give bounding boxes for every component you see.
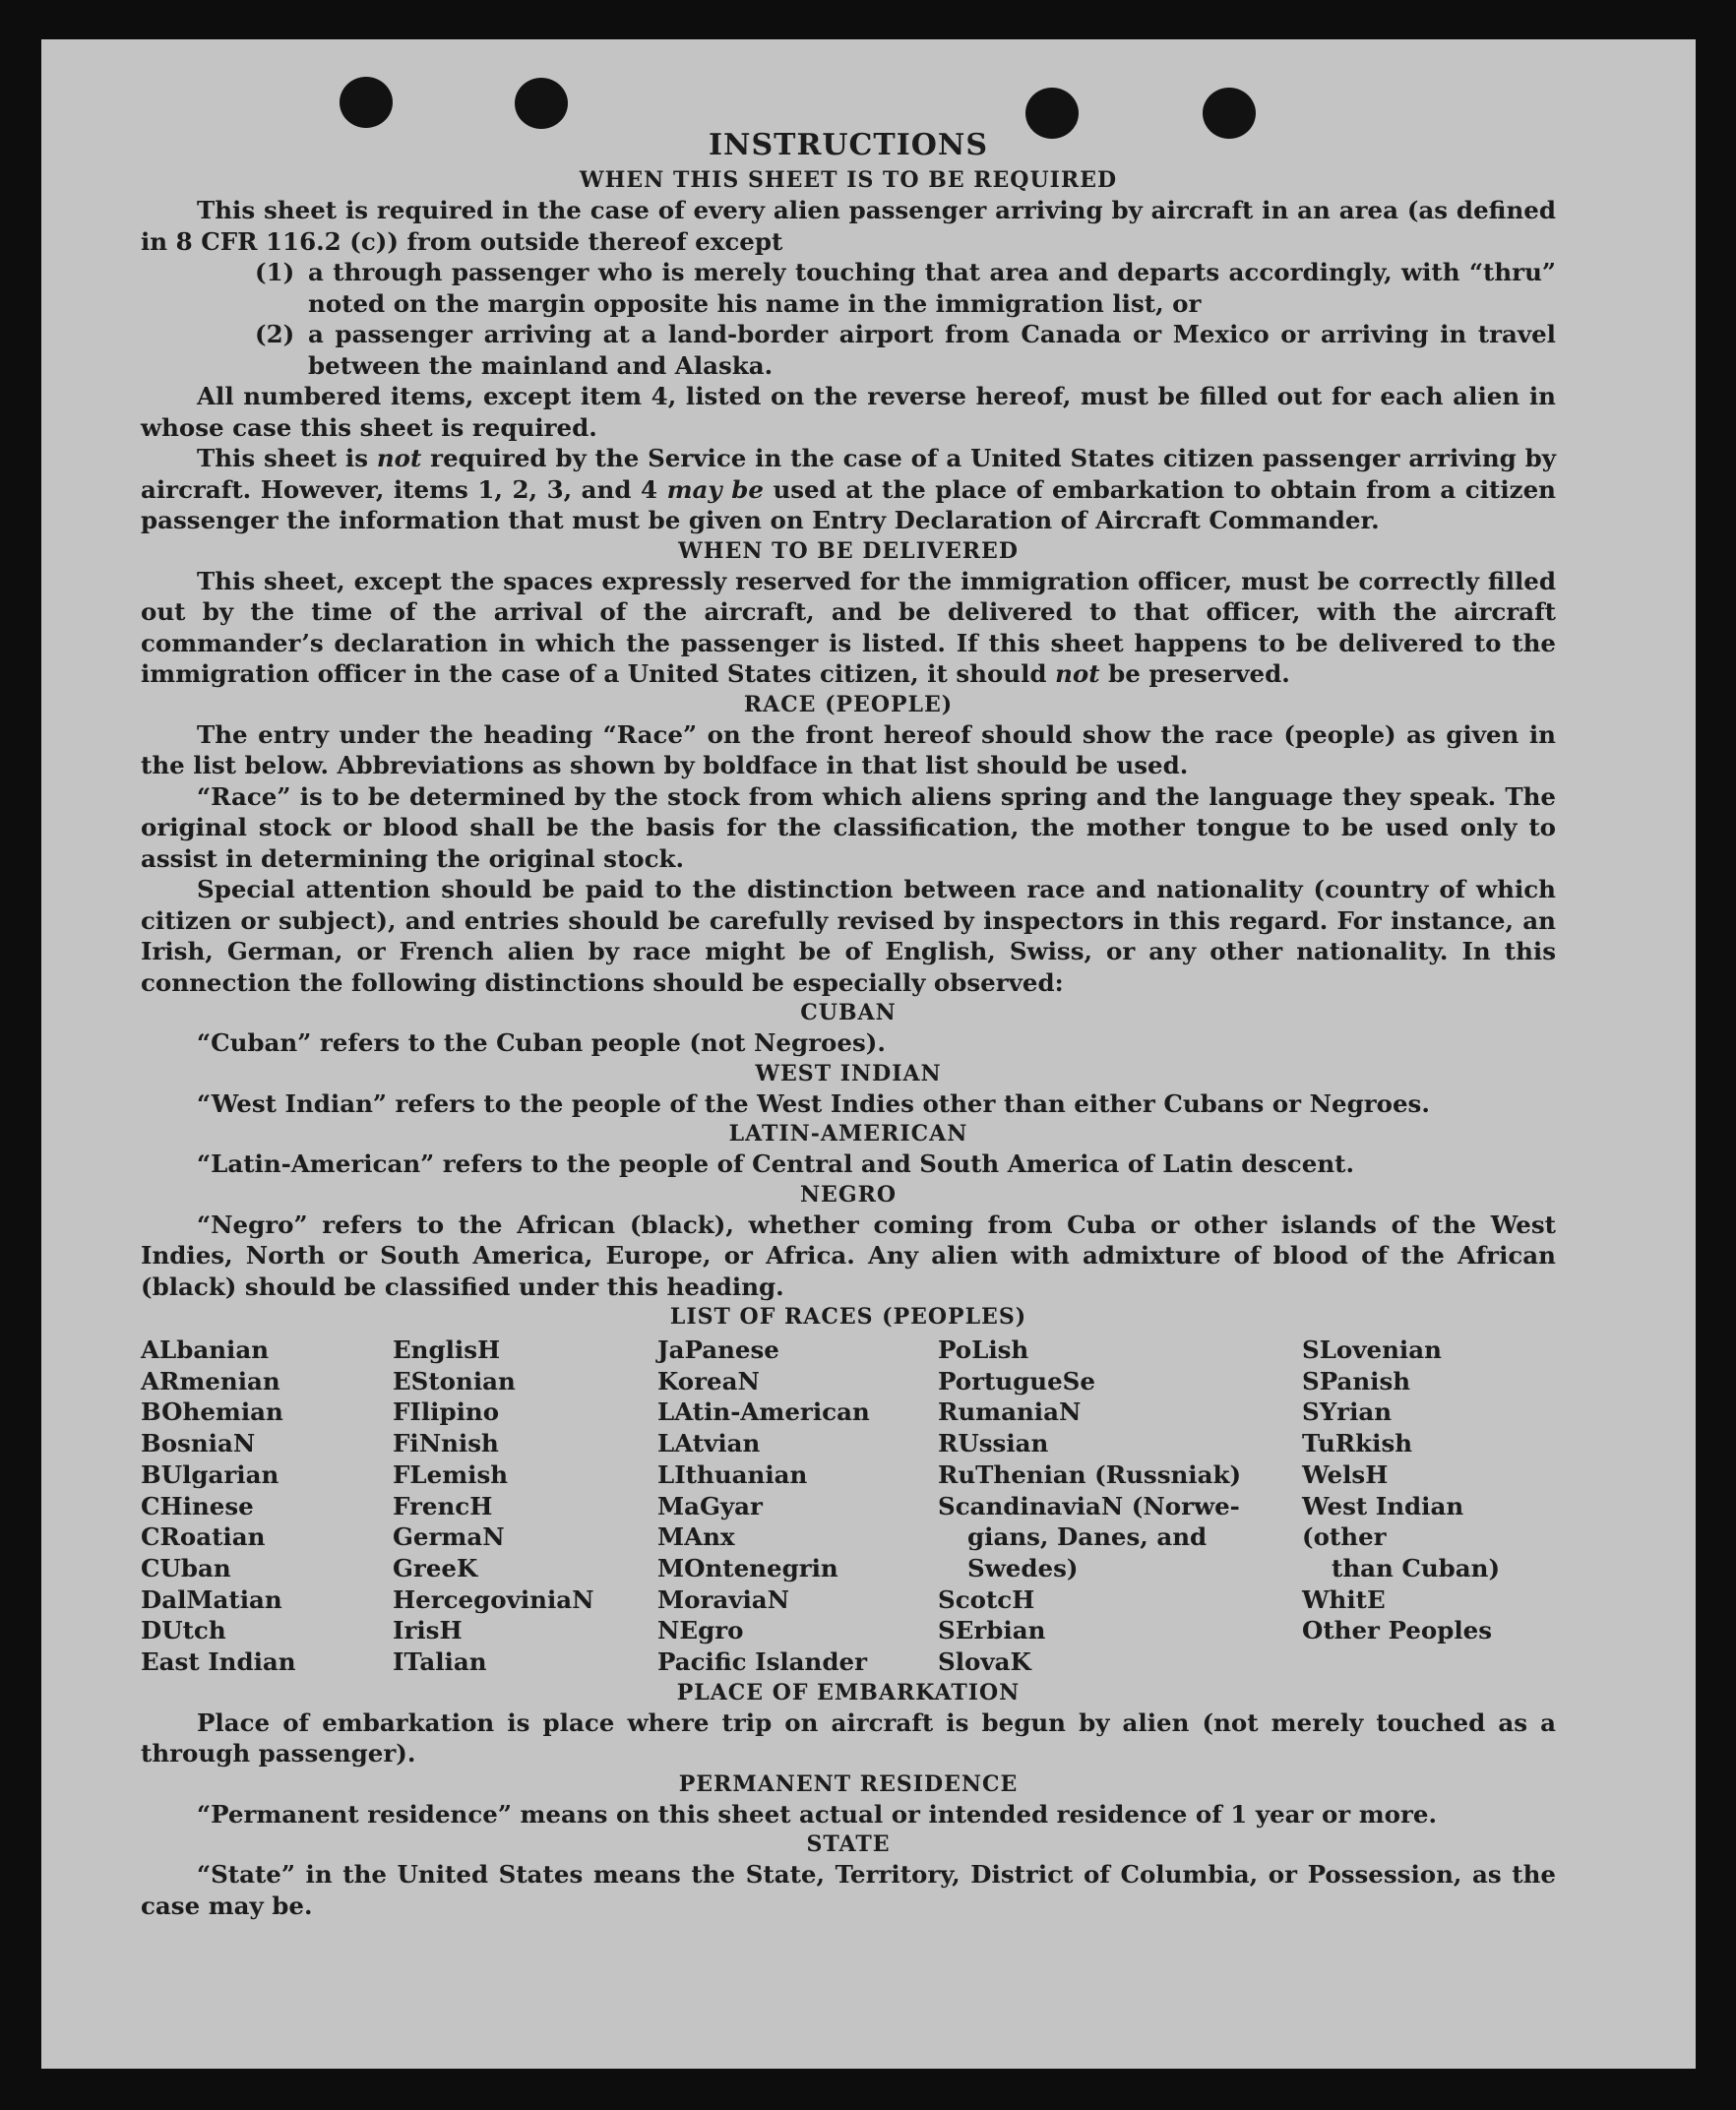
race-item: RumaniaN	[938, 1397, 1082, 1427]
race-item: LIthuanian	[657, 1459, 808, 1489]
race-item: WhitE	[1302, 1584, 1386, 1614]
item-number: (1)	[255, 258, 295, 286]
race-item: East Indian	[141, 1647, 296, 1677]
race-item: EStonian	[393, 1366, 516, 1396]
race-item: SlovaK	[938, 1647, 1031, 1677]
race-item: DalMatian	[141, 1584, 282, 1614]
section-heading: LATIN-AMERICAN	[728, 1121, 968, 1147]
race-item: ARmenian	[141, 1366, 280, 1396]
race-item: gians, Danes, and	[967, 1522, 1208, 1552]
race-item: JaPanese	[657, 1335, 779, 1364]
race-list	[141, 1334, 1556, 1678]
race-item: than Cuban)	[1332, 1553, 1501, 1582]
paragraph: “Cuban” refers to the Cuban people (not Negroes).	[197, 1028, 886, 1057]
item-text: a through passenger who is merely touching that area and departs accordingly, with “thru” noted on the margin opposite his name in the immigration list, or	[308, 258, 1556, 318]
race-item: FrencH	[393, 1491, 493, 1520]
race-item: ITalian	[393, 1647, 487, 1677]
race-item: ScotcH	[938, 1584, 1035, 1614]
race-column	[1302, 1334, 1556, 1678]
race-item: Pacific Islander	[657, 1647, 867, 1677]
section-heading: NEGRO	[799, 1181, 898, 1208]
section-heading: STATE	[806, 1831, 891, 1858]
race-item: MaGyar	[657, 1491, 763, 1520]
page-title: INSTRUCTIONS	[709, 128, 988, 162]
race-item: TuRkish	[1302, 1429, 1413, 1458]
race-column	[393, 1334, 657, 1678]
race-item: HercegoviniaN	[393, 1584, 594, 1614]
race-item: DUtch	[141, 1616, 226, 1645]
race-item: FIlipino	[393, 1397, 500, 1427]
race-item: ScandinaviaN (Norwe-	[938, 1491, 1240, 1520]
race-item: MOntenegrin	[657, 1553, 838, 1582]
race-item: Swedes)	[967, 1553, 1079, 1582]
race-item: PoLish	[938, 1335, 1029, 1364]
paragraph: The entry under the heading “Race” on the front hereof should show the race (people) as given in the list below. Abbreviations as shown by boldface in that list should be used.	[141, 719, 1556, 779]
item-number: (2)	[255, 320, 295, 348]
race-item: BosniaN	[141, 1429, 256, 1458]
race-item: MoraviaN	[657, 1584, 790, 1614]
race-item: LAtvian	[657, 1429, 761, 1458]
paragraph: This sheet is required in the case of every alien passenger arriving by aircraft in an area (as defined in 8 CFR 116.2 (c)) from outside thereof except	[141, 196, 1556, 256]
race-item: MAnx	[657, 1522, 735, 1552]
paragraph: “State” in the United States means the State, Territory, District of Columbia, or Possession, as the case may be.	[141, 1860, 1556, 1920]
section-heading: PERMANENT RESIDENCE	[678, 1770, 1019, 1797]
race-item: LAtin-American	[657, 1397, 870, 1427]
paragraph: “Latin-American” refers to the people of Central and South America of Latin descent.	[197, 1149, 1354, 1178]
section-heading: LIST OF RACES (PEOPLES)	[669, 1304, 1027, 1330]
instructions-content	[141, 126, 1556, 1921]
race-item: KoreaN	[657, 1366, 760, 1396]
race-item: CHinese	[141, 1491, 254, 1520]
race-item: FiNnish	[393, 1429, 499, 1458]
document-page	[41, 39, 1696, 2069]
race-item: EnglisH	[393, 1335, 501, 1364]
paragraph: “Race” is to be determined by the stock from which aliens spring and the language they speak. The original stock or blood shall be the basis for the classification, the mother tongue to be used only to assist in determining the original stock.	[141, 781, 1556, 873]
section-heading: WHEN TO BE DELIVERED	[678, 537, 1019, 564]
paragraph: “Permanent residence” means on this sheet actual or intended residence of 1 year or more.	[197, 1799, 1438, 1829]
race-item: SPanish	[1302, 1366, 1411, 1396]
race-item: WelsH	[1302, 1459, 1389, 1489]
paragraph: Place of embarkation is place where trip on aircraft is begun by alien (not merely touched as a through passenger).	[141, 1707, 1556, 1769]
race-item: ALbanian	[141, 1335, 270, 1364]
punch-hole	[515, 78, 568, 129]
section-heading: WEST INDIAN	[755, 1060, 942, 1086]
race-item: FLemish	[393, 1459, 509, 1489]
race-item: NEgro	[657, 1616, 744, 1645]
list-item	[255, 319, 1556, 381]
race-item: RuThenian (Russniak)	[938, 1459, 1242, 1489]
paragraph: “West Indian” refers to the people of the West Indies other than either Cubans or Negroes.	[197, 1088, 1430, 1118]
paragraph: Special attention should be paid to the distinction between race and nationality (country of which citizen or subject), and entries should be carefully revised by inspectors in this regard. For instance, an Irish, German, or French alien by race might be of English, Swiss, or any other nationality. In this connection the following distinctions should be especially observed:	[141, 875, 1556, 997]
race-item: GreeK	[393, 1553, 478, 1582]
section-heading: CUBAN	[800, 1000, 897, 1025]
paragraph: This sheet is not required by the Service in the case of a United States citizen passenger arriving by aircraft. However, items 1, 2, 3, and 4 may be used at the place of embarkation to obtain from a citizen passenger the information that must be given on Entry Declaration of Aircraft Commander.	[141, 444, 1556, 534]
race-item: GermaN	[393, 1522, 505, 1552]
paragraph: “Negro” refers to the African (black), whether coming from Cuba or other islands of the West Indies, North or South America, Europe, or Africa. Any alien with admixture of blood of the African (black) should be classified under this heading.	[141, 1210, 1556, 1301]
paragraph: This sheet, except the spaces expressly reserved for the immigration officer, must be correctly filled out by the time of the arrival of the aircraft, and be delivered to that officer, with the aircraft commander’s declaration in which the passenger is listed. If this sheet happens to be delivered to the immigration officer in the case of a United States citizen, it should not be preserved.	[141, 566, 1556, 688]
race-item: SYrian	[1302, 1397, 1393, 1427]
list-item	[255, 257, 1556, 319]
race-item: BOhemian	[141, 1397, 283, 1427]
race-item: BUlgarian	[141, 1459, 279, 1489]
race-item: RUssian	[938, 1429, 1049, 1458]
item-text: a passenger arriving at a land-border airport from Canada or Mexico or arriving in travel between the mainland and Alaska.	[308, 320, 1556, 380]
race-item: Other Peoples	[1302, 1616, 1493, 1645]
race-item: IrisH	[393, 1616, 463, 1645]
race-item: West Indian (other	[1302, 1491, 1464, 1552]
race-item: CRoatian	[141, 1522, 266, 1552]
race-item: SErbian	[938, 1616, 1046, 1645]
race-item: PortugueSe	[938, 1366, 1095, 1396]
race-column	[938, 1334, 1302, 1678]
race-column	[657, 1334, 938, 1678]
race-column	[141, 1334, 393, 1678]
race-item: CUban	[141, 1553, 231, 1582]
punch-hole	[340, 77, 393, 128]
section-heading: WHEN THIS SHEET IS TO BE REQUIRED	[579, 167, 1118, 193]
section-heading: PLACE OF EMBARKATION	[676, 1679, 1021, 1706]
race-item: SLovenian	[1302, 1335, 1442, 1364]
paragraph: All numbered items, except item 4, listed on the reverse hereof, must be filled out for each alien in whose case this sheet is required.	[141, 382, 1556, 442]
section-heading: RACE (PEOPLE)	[743, 691, 954, 717]
